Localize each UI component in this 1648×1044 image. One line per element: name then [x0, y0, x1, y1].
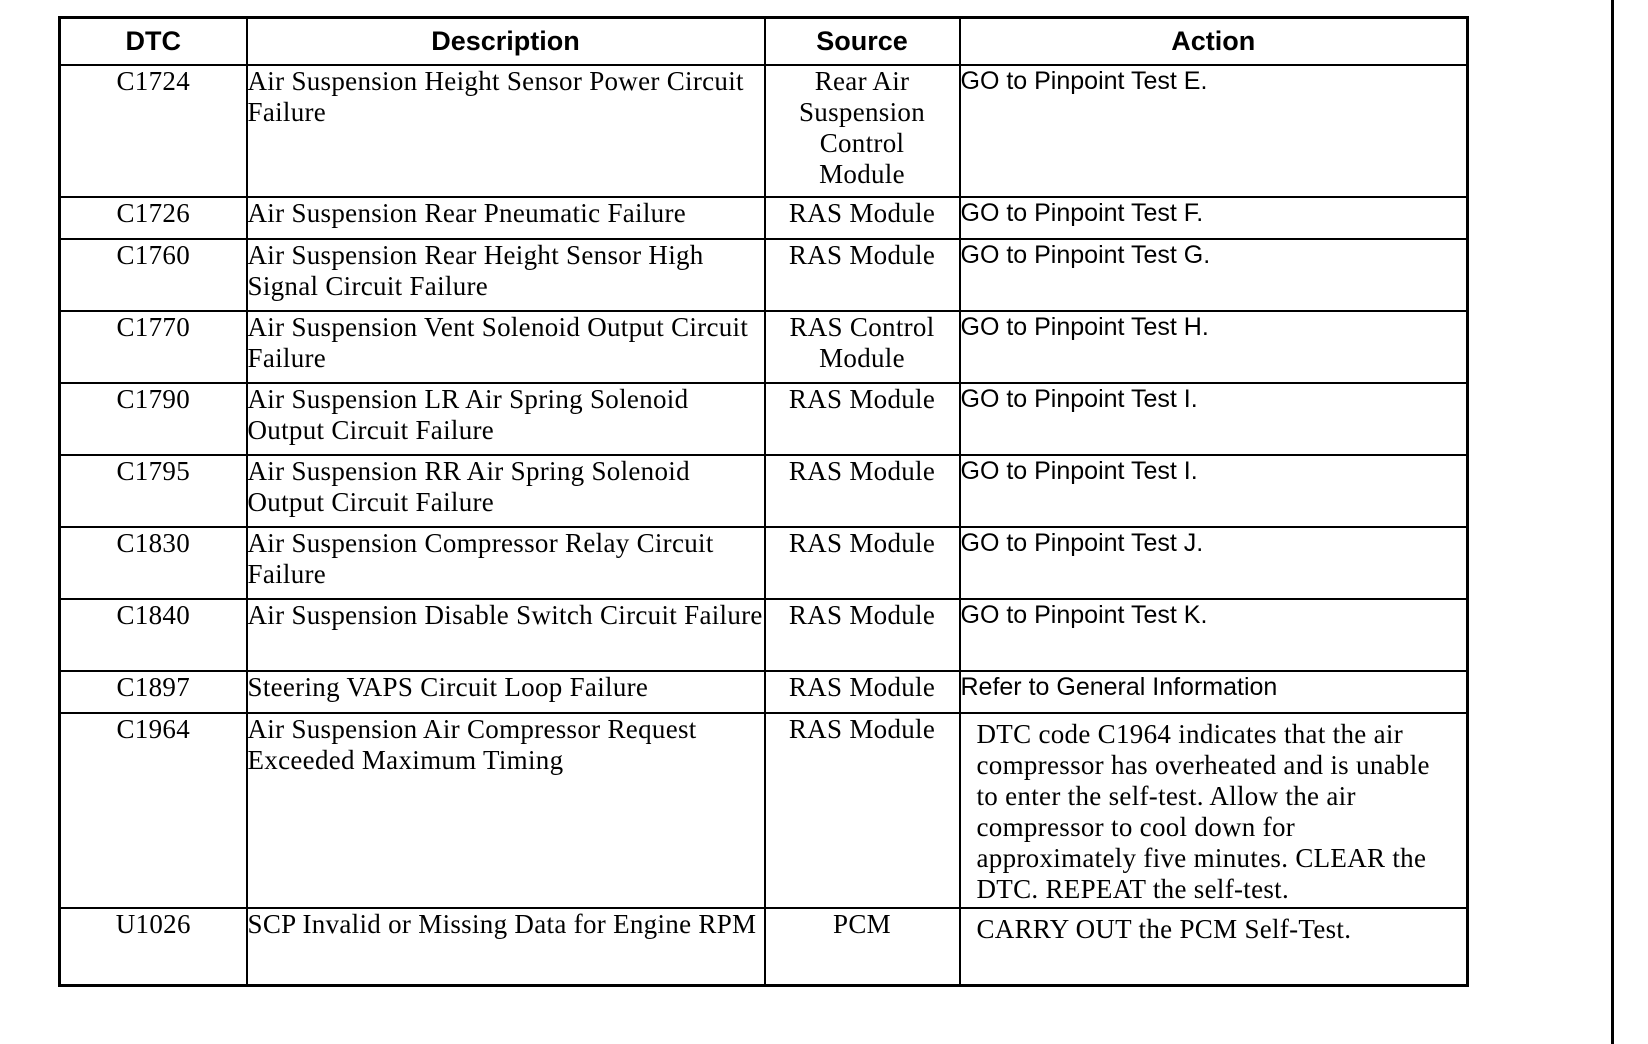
dtc-source: RAS Module [765, 527, 960, 599]
dtc-description: Air Suspension Air Compressor Request Exceeded Maximum Timing [247, 713, 765, 908]
dtc-source [765, 65, 960, 197]
dtc-source: RAS Module [765, 671, 960, 713]
dtc-source: RAS Module [765, 197, 960, 239]
dtc-action: GO to Pinpoint Test I. [960, 383, 1468, 455]
table-row [60, 311, 1468, 383]
dtc-source: RAS Module [765, 239, 960, 311]
table-row [60, 197, 1468, 239]
dtc-code: C1790 [60, 383, 247, 455]
table-row [60, 383, 1468, 455]
dtc-source-text: RAS Control Module [789, 312, 935, 373]
dtc-code: C1760 [60, 239, 247, 311]
table-row [60, 599, 1468, 671]
header-description: Description [247, 18, 765, 66]
dtc-description: Air Suspension Rear Height Sensor High Signal Circuit Failure [247, 239, 765, 311]
table-row [60, 527, 1468, 599]
dtc-action: Refer to General Information [960, 671, 1468, 713]
dtc-code: C1724 [60, 65, 247, 197]
dtc-description: Air Suspension Height Sensor Power Circuit Failure [247, 65, 765, 197]
header-source: Source [765, 18, 960, 66]
dtc-description: Steering VAPS Circuit Loop Failure [247, 671, 765, 713]
dtc-description: Air Suspension RR Air Spring Solenoid Output Circuit Failure [247, 455, 765, 527]
dtc-source: RAS Module [765, 455, 960, 527]
dtc-action: CARRY OUT the PCM Self-Test. [960, 908, 1468, 986]
dtc-source: PCM [765, 908, 960, 986]
table-header-row [60, 18, 1468, 66]
table-row [60, 908, 1468, 986]
dtc-description: Air Suspension Vent Solenoid Output Circuit Failure [247, 311, 765, 383]
dtc-action: GO to Pinpoint Test G. [960, 239, 1468, 311]
dtc-description: Air Suspension Disable Switch Circuit Failure [247, 599, 765, 671]
dtc-code: C1897 [60, 671, 247, 713]
dtc-description: Air Suspension LR Air Spring Solenoid Output Circuit Failure [247, 383, 765, 455]
dtc-action: GO to Pinpoint Test K. [960, 599, 1468, 671]
header-action: Action [960, 18, 1468, 66]
dtc-code: C1964 [60, 713, 247, 908]
dtc-source: RAS Module [765, 599, 960, 671]
dtc-code: C1726 [60, 197, 247, 239]
dtc-description: Air Suspension Rear Pneumatic Failure [247, 197, 765, 239]
dtc-action: GO to Pinpoint Test F. [960, 197, 1468, 239]
table-row [60, 65, 1468, 197]
dtc-description: SCP Invalid or Missing Data for Engine RPM [247, 908, 765, 986]
dtc-code: C1795 [60, 455, 247, 527]
dtc-source-text: Rear Air Suspension Control Module [798, 66, 926, 189]
dtc-action: GO to Pinpoint Test H. [960, 311, 1468, 383]
dtc-action: GO to Pinpoint Test E. [960, 65, 1468, 197]
table-row [60, 239, 1468, 311]
dtc-source: RAS Module [765, 713, 960, 908]
dtc-action: GO to Pinpoint Test J. [960, 527, 1468, 599]
table-row [60, 455, 1468, 527]
header-dtc: DTC [60, 18, 247, 66]
dtc-code: C1770 [60, 311, 247, 383]
dtc-code: C1840 [60, 599, 247, 671]
table-row [60, 671, 1468, 713]
dtc-table [58, 16, 1469, 987]
dtc-action: GO to Pinpoint Test I. [960, 455, 1468, 527]
dtc-description: Air Suspension Compressor Relay Circuit Failure [247, 527, 765, 599]
dtc-source [765, 311, 960, 383]
dtc-source: RAS Module [765, 383, 960, 455]
table-row [60, 713, 1468, 908]
dtc-code: U1026 [60, 908, 247, 986]
dtc-code: C1830 [60, 527, 247, 599]
page-edge-rule [1611, 0, 1614, 1044]
dtc-action: DTC code C1964 indicates that the air compressor has overheated and is unable to enter the self-test. Allow the air compressor to cool down for approximately five minutes. CLEAR the DTC. REPEAT the self-test. [960, 713, 1468, 908]
